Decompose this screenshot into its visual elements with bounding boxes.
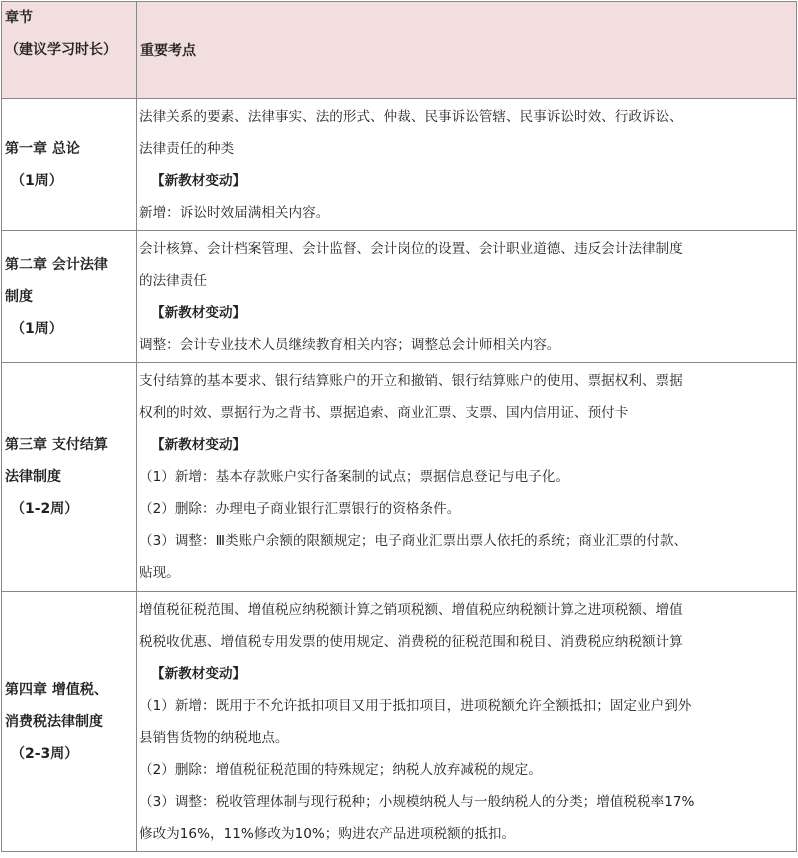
change-line: （3）调整：税收管理体制与现行税种；小规模纳税人与一般纳税人的分类；增值税税率17%: [139, 794, 695, 810]
header-chapter-cell: [2, 2, 137, 99]
change-line: 新增：诉讼时效届满相关内容。: [139, 205, 330, 221]
points-line: 增值税征税范围、增值税应纳税额计算之销项税额、增值税应纳税额计算之进项税额、增值: [139, 602, 683, 618]
change-line: （3）调整：Ⅲ类账户余额的限额规定；电子商业汇票出票人依托的系统；商业汇票的付款、: [139, 533, 688, 549]
header-points-cell: [137, 2, 797, 99]
header-duration-label: （建议学习时长）: [5, 42, 117, 58]
points-line: 税税收优惠、增值税专用发票的使用规定、消费税的征税范围和税目、消费税应纳税额计算: [139, 634, 683, 650]
points-cell: [137, 592, 797, 852]
points-line: 支付结算的基本要求、银行结算账户的开立和撤销、银行结算账户的使用、票据权利、票据: [139, 373, 683, 389]
change-tag: 【新教材变动】: [151, 305, 247, 321]
change-line: （2）删除：增值税征税范围的特殊规定；纳税人放弃减税的规定。: [139, 762, 542, 778]
change-line: （2）删除：办理电子商业银行汇票银行的资格条件。: [139, 501, 461, 517]
points-line: 会计核算、会计档案管理、会计监督、会计岗位的设置、会计职业道德、违反会计法律制度: [139, 241, 683, 257]
chapter-name: 第二章 会计法律: [5, 256, 108, 273]
points-line: 权利的时效、票据行为之背书、票据追索、商业汇票、支票、国内信用证、预付卡: [139, 405, 629, 421]
change-line: （1）新增：既用于不允许抵扣项目又用于抵扣项目，进项税额允许全额抵扣；固定业户到外: [139, 698, 692, 714]
table-row: [2, 592, 797, 852]
points-line: 法律责任的种类: [139, 141, 235, 157]
chapter-name-cont: 消费税法律制度: [5, 713, 103, 730]
change-line: 调整：会计专业技术人员继续教育相关内容；调整总会计师相关内容。: [139, 337, 561, 353]
points-line: 的法律责任: [139, 273, 207, 289]
table-row: [2, 99, 797, 231]
chapter-name: 第四章 增值税、: [5, 681, 108, 698]
change-line: 县销售货物的纳税地点。: [139, 730, 289, 746]
chapter-name: 第三章 支付结算: [5, 437, 108, 453]
change-tag: 【新教材变动】: [151, 666, 247, 682]
chapter-cell: [2, 592, 137, 852]
chapter-cell: [2, 363, 137, 592]
change-line: 修改为16%，11%修改为10%；购进农产品进项税额的抵扣。: [139, 826, 516, 842]
points-cell: [137, 231, 797, 363]
header-row: [2, 2, 797, 99]
points-cell: [137, 363, 797, 592]
chapter-duration: （1周）: [11, 320, 63, 337]
header-points-label: 重要考点: [140, 43, 196, 59]
syllabus-table: [1, 1, 797, 852]
chapter-cell: [2, 231, 137, 363]
change-tag: 【新教材变动】: [151, 173, 247, 189]
points-cell: [137, 99, 797, 231]
chapter-duration: （1-2周）: [11, 501, 79, 517]
chapter-duration: （2-3周）: [11, 745, 79, 762]
chapter-name-cont: 制度: [5, 288, 33, 305]
chapter-cell: [2, 99, 137, 231]
points-line: 法律关系的要素、法律事实、法的形式、仲裁、民事诉讼管辖、民事诉讼时效、行政诉讼、: [139, 109, 683, 125]
change-line: 贴现。: [139, 565, 180, 581]
table-row: [2, 231, 797, 363]
chapter-name-cont: 法律制度: [5, 469, 61, 485]
chapter-name: 第一章 总论: [5, 140, 80, 157]
change-line: （1）新增：基本存款账户实行备案制的试点；票据信息登记与电子化。: [139, 469, 570, 485]
table-row: [2, 363, 797, 592]
header-chapter-label: 章节: [5, 10, 33, 26]
chapter-duration: （1周）: [11, 172, 63, 189]
change-tag: 【新教材变动】: [151, 437, 247, 453]
